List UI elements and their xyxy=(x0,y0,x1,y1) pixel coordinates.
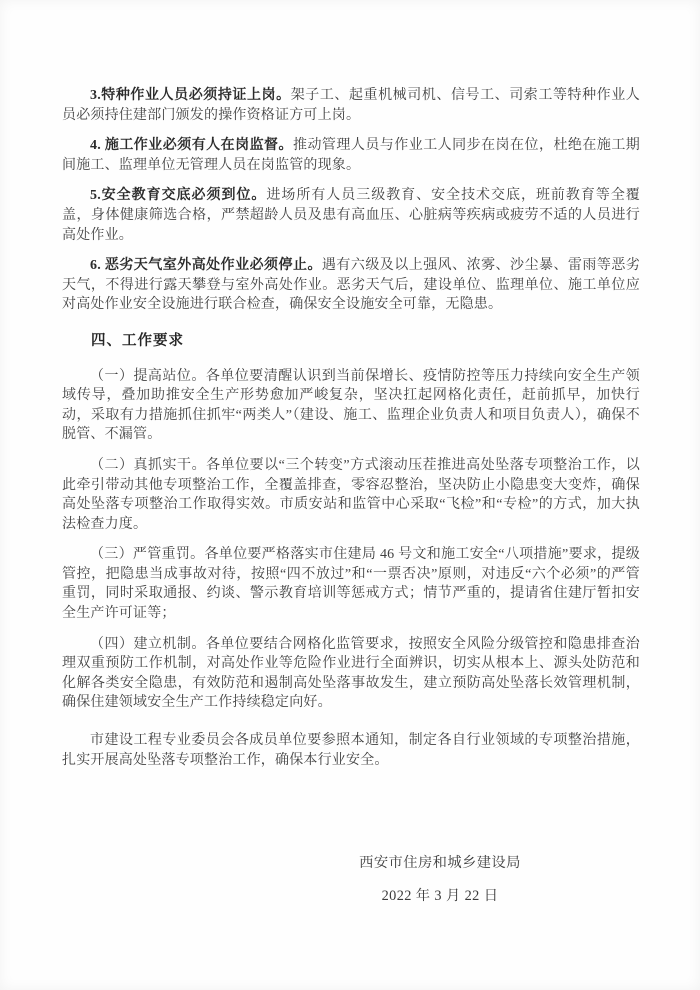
numbered-item-6-body: 遇有六级及以上强风、浓雾、沙尘暴、雷雨等恶劣天气，不得进行露天攀登与室外高处作业。恶劣天气后，建设单位、监理单位、施工单位应对高处作业安全设施进行联合检查，确保安全设施安全可靠，无隐患。 xyxy=(62,258,640,313)
numbered-item-6 xyxy=(62,256,640,315)
requirement-paragraph-3: （三）严管重罚。各单位要严格落实市住建局 46 号文和施工安全“八项措施”要求，提级管控，把隐患当成事故对待，按照“四不放过”和“一票否决”原则，对违反“六个必须”的严管重罚，同时采取通报、约谈、警示教育培训等惩戒方式；情节严重的，提请省住建厅暂扣安全生产许可证等； xyxy=(62,547,640,622)
numbered-item-3-lead: 3.特种作业人员必须持证上岗。 xyxy=(90,88,291,103)
requirement-paragraph-4: （四）建立机制。各单位要结合网格化监管要求，按照安全风险分级管控和隐患排查治理双重预防工作机制，对高处作业等危险作业进行全面辨识，切实从根本上、源头处防范和化解各类安全隐患，有效防范和遏制高处坠落事故发生，建立预防高处坠落长效管理机制，确保住建领域安全生产工作持续稳定向好。 xyxy=(62,636,640,711)
closing-paragraph: 市建设工程专业委员会各成员单位要参照本通知，制定各自行业领域的专项整治措施，扎实开展高处坠落专项整治工作，确保本行业安全。 xyxy=(62,733,640,768)
numbered-item-4-lead: 4. 施工作业必须有人在岗监督。 xyxy=(90,138,293,154)
numbered-item-4-body: 推动管理人员与作业工人同步在岗在位，杜绝在施工期间施工、监理单位无管理人员在岗监管的现象。 xyxy=(62,138,640,173)
numbered-item-3-body: 架子工、起重机械司机、信号工、司索工等特种作业人员必须持住建部门颁发的操作资格证方可上岗。 xyxy=(62,88,640,123)
numbered-item-5-body: 进场所有人员三级教育、安全技术交底，班前教育等全覆盖，身体健康筛选合格，严禁超龄人员及患有高血压、心脏病等疾病或疲劳不适的人员进行高处作业。 xyxy=(62,188,640,243)
signature-date: 2022 年 3 月 22 日 xyxy=(381,888,499,905)
numbered-item-5-lead: 5.安全教育交底必须到位。 xyxy=(90,188,267,204)
numbered-item-4 xyxy=(62,136,640,175)
numbered-item-5 xyxy=(62,186,640,245)
section-heading-work-requirements: 四、工作要求 xyxy=(91,332,184,349)
signature-block xyxy=(350,854,530,906)
requirement-paragraph-1: （一）提高站位。各单位要清醒认识到当前保增长、疫情防控等压力持续向安全生产领域传导，叠加助推安全生产形势愈加严峻复杂，坚决扛起网格化责任，赶前抓早，加快行动，采取有力措施抓住抓牢“两类人”（建设、施工、监理企业负责人和项目负责人），确保不脱管、不漏管。 xyxy=(62,368,640,443)
numbered-item-3 xyxy=(62,86,640,125)
numbered-item-6-lead: 6. 恶劣天气室外高处作业必须停止。 xyxy=(90,258,322,274)
signature-organization: 西安市住房和城乡建设局 xyxy=(359,855,521,872)
requirement-paragraph-2: （二）真抓实干。各单位要以“三个转变”方式滚动压茬推进高处坠落专项整治工作，以此牵引带动其他专项整治工作，全覆盖排查，零容忍整治，坚决防止小隐患变大变炸，确保高处坠落专项整治工作取得实效。市质安站和监管中心采取“飞检”和“专检”的方式，加大执法检查力度。 xyxy=(62,457,640,532)
